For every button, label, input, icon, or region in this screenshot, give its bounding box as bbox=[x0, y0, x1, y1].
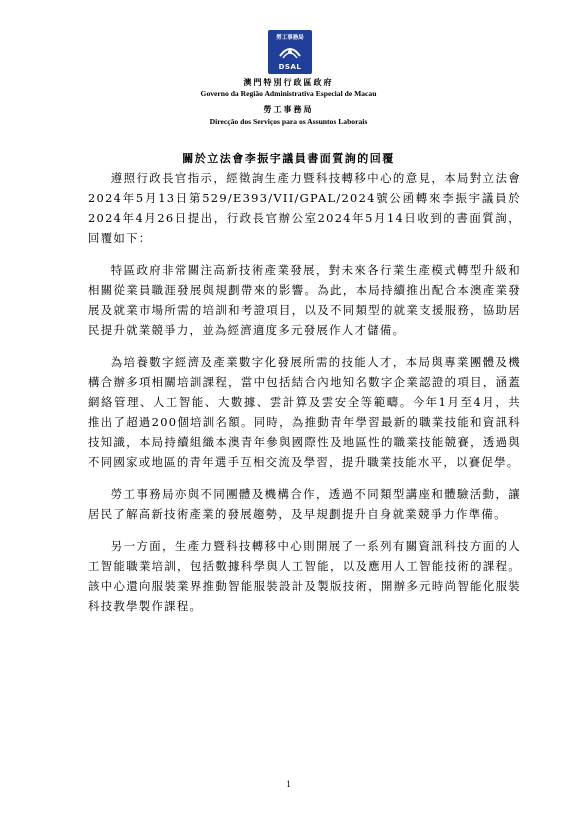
document-body bbox=[88, 168, 521, 628]
paragraph-1: 遵照行政長官指示，經徵詢生產力暨科技轉移中心的意見，本局對立法會2024年5月13日第529/E393/VII/GPAL/2024號公函轉來李振宇議員於2024年4月26日提出，行政長官辦公室2024年5月14日收到的書面質詢，回覆如下： bbox=[88, 171, 521, 245]
paragraph-2: 特區政府非常關注高新技術產業發展，對未來各行業生產模式轉型升級和相關從業員職涯發展與規劃帶來的影響。為此，本局持續推出配合本澳產業發展及就業市場所需的培訓和考證項目，以及不同類型的就業支援服務，協助居民提升就業競爭力，並為經濟適度多元發展作人才儲備。 bbox=[88, 263, 521, 337]
government-name-pt: Governo da Região Administrativa Especial de Macau bbox=[200, 89, 377, 98]
department-name-zh: 勞工事務局 bbox=[263, 104, 314, 114]
page-number: 1 bbox=[286, 779, 291, 789]
dsal-logo bbox=[268, 30, 312, 74]
logo-top-text: 勞工事務局 bbox=[276, 35, 304, 41]
paragraph-3: 為培養數字經濟及產業數字化發展所需的技能人才，本局與專業團體及機構合辦多項相關培訓課程，當中包括結合內地知名數字企業認證的項目，涵蓋網絡管理、人工智能、大數據、雲計算及雲安全等範疇。今年1月至4月，共推出了超過200個培訓名額。同時，為推動青年學習最新的職業技能和資訊科技知識，本局持續組織本澳青年參與國際性及地區性的職業技能競賽，透過與不同國家或地區的青年選手互相交流及學習，提升職業技能水平，以賽促學。 bbox=[88, 355, 521, 469]
department-name-pt: Direcção dos Serviços para os Assuntos Laborais bbox=[209, 117, 368, 126]
paragraph-4: 勞工事務局亦與不同團體及機構合作，透過不同類型講座和體驗活動，讓居民了解高新技術產業的發展趨勢，及早規劃提升自身就業競爭力作準備。 bbox=[88, 487, 521, 521]
paragraph-5: 另一方面，生產力暨科技轉移中心則開展了一系列有關資訊科技方面的人工智能職業培訓，包括數據科學與人工智能，以及應用人工智能技術的課程。該中心還向服裝業界推動智能服裝設計及製版技術，開辦多元時尚智能化服裝科技教學製作課程。 bbox=[88, 539, 521, 613]
logo-bottom-text: DSAL bbox=[278, 63, 302, 71]
government-name-zh: 澳門特別行政區政府 bbox=[243, 77, 334, 87]
document-title: 關於立法會李振宇議員書面質詢的回覆 bbox=[182, 152, 395, 165]
